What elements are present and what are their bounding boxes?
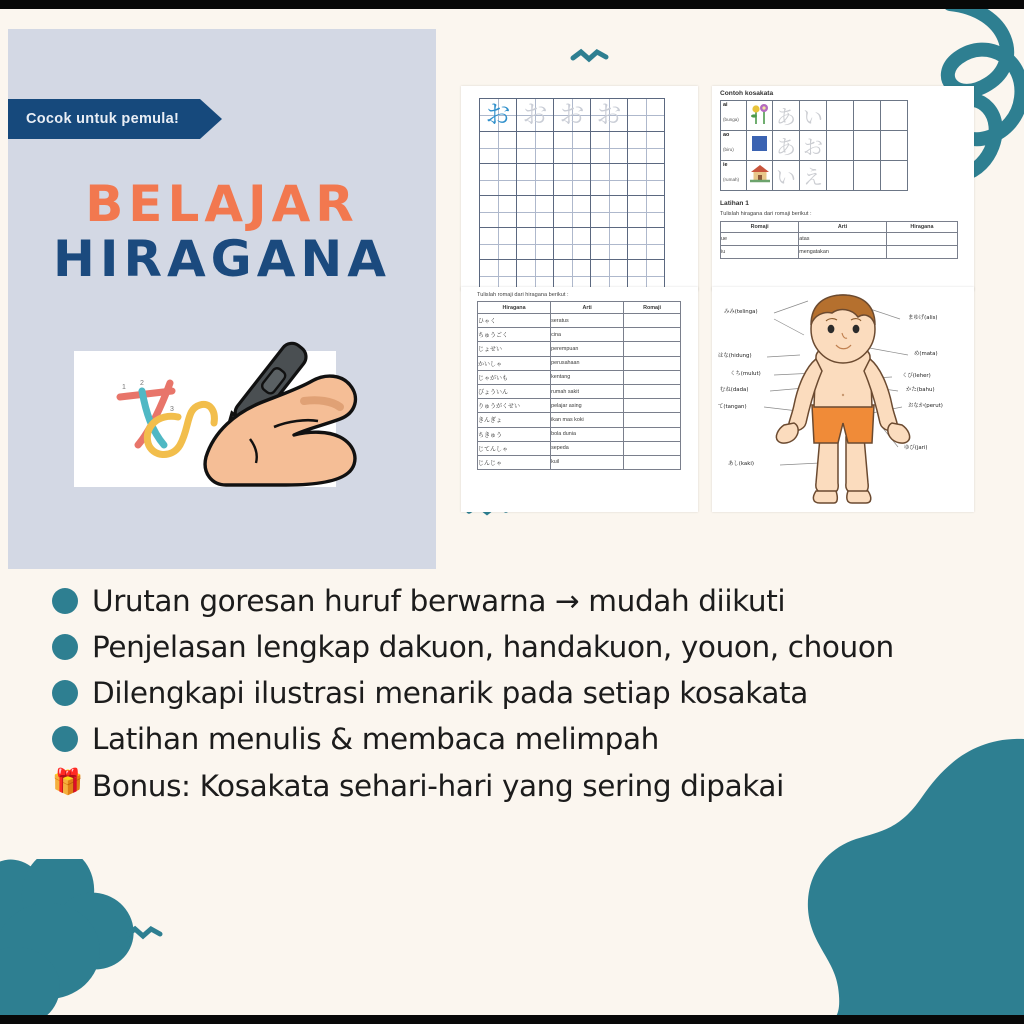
frame-bar-top	[0, 0, 1024, 9]
bullet-dot-icon	[52, 726, 78, 752]
worksheet-vocab-examples	[712, 86, 974, 291]
vocab-romaji: ao	[723, 132, 730, 138]
hiragana-romaji-table	[477, 301, 681, 470]
body-label-right: ゆび(jari)	[904, 445, 928, 451]
bullet-dot-icon	[52, 680, 78, 706]
vocab-arti: (rumah)	[723, 177, 740, 182]
table-row	[478, 427, 681, 441]
title-hiragana: HIRAGANA	[53, 230, 391, 288]
teal-flower-bottom-left	[0, 859, 166, 1024]
table-row	[478, 342, 681, 356]
beginner-badge	[8, 99, 200, 139]
cell-romaji	[624, 314, 681, 328]
latihan-cell: atas	[799, 233, 887, 246]
cell-romaji	[624, 328, 681, 342]
cell-arti: perusahaan	[551, 356, 624, 370]
vocab-example-grid	[720, 100, 908, 191]
frame-bar-bottom	[0, 1015, 1024, 1024]
hand-writing-illustration	[74, 335, 374, 492]
hero-card	[8, 29, 436, 569]
cell-hiragana: じょせい	[478, 342, 551, 356]
cell-arti: kentang	[551, 370, 624, 384]
cell-romaji	[624, 413, 681, 427]
feature-text: Urutan goresan huruf berwarna → mudah diikuti	[92, 584, 786, 618]
vocab-row	[721, 101, 908, 131]
cell-romaji	[624, 370, 681, 384]
body-label-right: め(mata)	[914, 351, 938, 357]
feature-text: Penjelasan lengkap dakuon, handakuon, youon, chouon	[92, 630, 894, 665]
cell-arti: ikan mas koki	[551, 413, 624, 427]
latihan-cell	[886, 233, 957, 246]
feature-text: Bonus: Kosakata sehari-hari yang sering dipakai	[92, 768, 784, 803]
latihan-instruction: Tulislah hiragana dari romaji berikut :	[720, 211, 812, 217]
blue-square-icon	[747, 131, 773, 161]
latihan-header: Romaji	[721, 222, 799, 233]
svg-text:1: 1	[122, 384, 126, 391]
table-row	[721, 246, 958, 259]
latihan-header: Hiragana	[886, 222, 957, 233]
list-item	[52, 721, 982, 758]
table-row	[478, 441, 681, 455]
vocab-kana: え	[800, 161, 827, 191]
svg-text:2: 2	[140, 380, 144, 387]
table-row	[478, 314, 681, 328]
table-row	[478, 370, 681, 384]
body-label-left: て(tangan)	[718, 404, 747, 410]
cell-hiragana: ひゃく	[478, 314, 551, 328]
vocab-kana: お	[800, 131, 827, 161]
worksheet-body-parts	[712, 287, 974, 512]
title-belajar: BELAJAR	[85, 175, 359, 233]
cell-romaji	[624, 441, 681, 455]
vocab-arti: (biru)	[723, 147, 734, 152]
body-label-left: あし(kaki)	[728, 461, 754, 467]
cell-romaji	[624, 342, 681, 356]
teal-squiggle-small-top	[570, 48, 610, 69]
cell-hiragana: じんじゃ	[478, 455, 551, 469]
table-row	[721, 233, 958, 246]
list-item	[52, 675, 982, 712]
feature-text: Dilengkapi ilustrasi menarik pada setiap kosakata	[92, 676, 808, 711]
vocab-kana: い	[773, 161, 800, 191]
vocab-kana: い	[800, 101, 827, 131]
cell-arti: kuil	[551, 455, 624, 469]
vocab-arti: (bunga)	[723, 117, 739, 122]
grid-kana-colored: お	[485, 100, 511, 129]
feature-text: Latihan menulis & membaca melimpah	[92, 722, 659, 757]
cell-hiragana: ちきゅう	[478, 427, 551, 441]
bullet-dot-icon	[52, 634, 78, 660]
cell-arti: pelajar asing	[551, 399, 624, 413]
latihan-cell: mengatakan	[799, 246, 887, 259]
cell-hiragana: きんぎょ	[478, 413, 551, 427]
contoh-kosakata-heading: Contoh kosakata	[720, 90, 774, 97]
cell-arti: seratus	[551, 314, 624, 328]
cell-hiragana: りゅうがくせい	[478, 399, 551, 413]
svg-text:3: 3	[170, 406, 174, 413]
body-label-left: むね(dada)	[720, 387, 749, 393]
gift-icon: 🎁	[52, 767, 84, 796]
table-row	[478, 399, 681, 413]
cell-hiragana: じゃがいも	[478, 370, 551, 384]
cell-romaji	[624, 455, 681, 469]
teal-squiggle-small-bottom	[124, 925, 164, 946]
body-label-right: おなか(perut)	[908, 403, 943, 409]
body-label-left: はな(hidung)	[718, 353, 752, 359]
beginner-badge-label: Cocok untuk pemula!	[26, 111, 180, 127]
cell-arti: sepeda	[551, 441, 624, 455]
latihan-cell: iu	[721, 246, 799, 259]
vocab-row	[721, 131, 908, 161]
cell-hiragana: じてんしゃ	[478, 441, 551, 455]
bullet-dot-icon	[52, 588, 78, 614]
table-header: Romaji	[624, 302, 681, 314]
cell-arti: cina	[551, 328, 624, 342]
vocab-row	[721, 161, 908, 191]
table-row	[478, 384, 681, 398]
cell-hiragana: かいしゃ	[478, 356, 551, 370]
cell-arti: rumah sakit	[551, 384, 624, 398]
grid-kana-trace: お	[522, 100, 548, 129]
table-row	[478, 455, 681, 469]
vocab-kana: あ	[773, 131, 800, 161]
grid-kana-trace: お	[559, 100, 585, 129]
table-header: Hiragana	[478, 302, 551, 314]
practice-grid	[479, 98, 665, 291]
flower-icon	[747, 101, 773, 131]
latihan-table	[720, 221, 958, 259]
vocab-romaji: ai	[723, 102, 728, 108]
table-row	[478, 328, 681, 342]
page-title	[8, 175, 436, 288]
worksheet-stroke-practice	[461, 86, 698, 291]
cell-hiragana: びょういん	[478, 384, 551, 398]
cell-arti: bola dunia	[551, 427, 624, 441]
worksheet-hiragana-to-romaji	[461, 287, 698, 512]
body-label-left: くち(mulut)	[730, 371, 761, 377]
list-item	[52, 768, 982, 805]
house-icon	[747, 161, 773, 191]
cell-romaji	[624, 356, 681, 370]
body-label-right: かた(bahu)	[906, 387, 935, 393]
latihan-cell	[886, 246, 957, 259]
cell-romaji	[624, 427, 681, 441]
vocab-kana: あ	[773, 101, 800, 131]
latihan-cell: ue	[721, 233, 799, 246]
body-label-right: くび(leher)	[902, 373, 931, 379]
table-row	[478, 356, 681, 370]
table-header: Arti	[551, 302, 624, 314]
list-item	[52, 583, 982, 620]
body-label-left: みみ(telinga)	[724, 309, 758, 315]
cell-romaji	[624, 399, 681, 413]
feature-list	[52, 583, 982, 814]
vocab-romaji: ie	[723, 162, 728, 168]
table-row	[478, 413, 681, 427]
list-item	[52, 629, 982, 666]
latihan-title: Latihan 1	[720, 200, 749, 207]
grid-kana-trace: お	[596, 100, 622, 129]
sheet3-instruction: Tulislah romaji dari hiragana berikut :	[477, 292, 569, 298]
cell-romaji	[624, 384, 681, 398]
cell-hiragana: ちゅうごく	[478, 328, 551, 342]
latihan-header: Arti	[799, 222, 887, 233]
body-label-right: まゆげ(alis)	[908, 315, 938, 321]
ribbon-arrow-tip	[200, 99, 222, 139]
cell-arti: perempuan	[551, 342, 624, 356]
